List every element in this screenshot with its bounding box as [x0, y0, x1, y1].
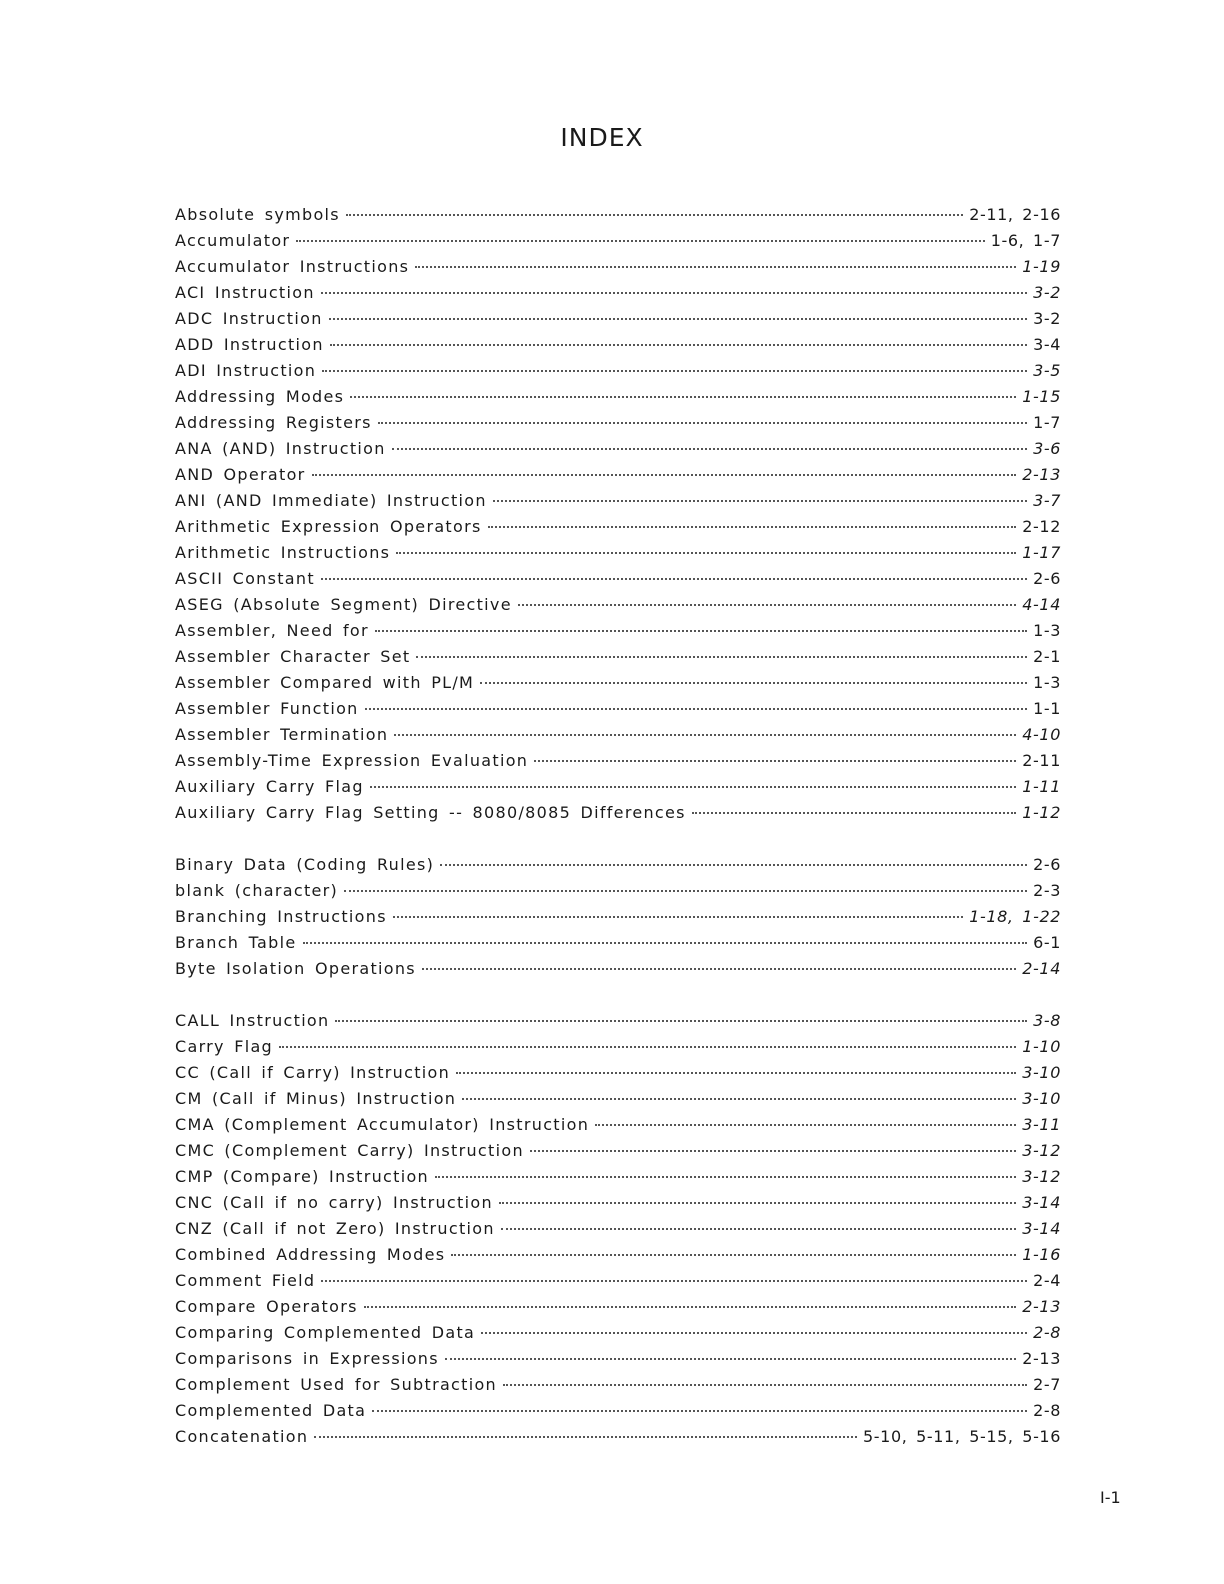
dot-leader	[534, 760, 1016, 762]
dot-leader	[480, 682, 1027, 684]
index-entry-label: Arithmetic Expression Operators	[175, 517, 482, 536]
index-entry	[175, 670, 1061, 696]
dot-leader	[445, 1358, 1016, 1360]
dot-leader	[370, 786, 1016, 788]
index-entry-label: Assembler Character Set	[175, 647, 411, 666]
index-entry-label: Absolute symbols	[175, 205, 340, 224]
index-entry-pages: 3-6	[1033, 439, 1061, 458]
index-entry-pages: 2-4	[1033, 1271, 1061, 1290]
index-entry-label: Branching Instructions	[175, 907, 387, 926]
index-entry-pages: 2-13	[1022, 1349, 1061, 1368]
index-entry	[175, 930, 1061, 956]
index-entry	[175, 1190, 1061, 1216]
page-number: I-1	[1100, 1488, 1121, 1507]
index-entry	[175, 1164, 1061, 1190]
dot-leader	[422, 968, 1016, 970]
index-entry	[175, 488, 1061, 514]
index-entry	[175, 1138, 1061, 1164]
dot-leader	[692, 812, 1016, 814]
dot-leader	[364, 1306, 1017, 1308]
index-entry-label: Byte Isolation Operations	[175, 959, 416, 978]
index-entry-label: ANI (AND Immediate) Instruction	[175, 491, 487, 510]
index-entry-pages: 4-14	[1022, 595, 1061, 614]
dot-leader	[435, 1176, 1016, 1178]
dot-leader	[329, 318, 1027, 320]
dot-leader	[350, 396, 1016, 398]
index-entry-label: Addressing Modes	[175, 387, 345, 406]
dot-leader	[499, 1202, 1016, 1204]
index-entry	[175, 878, 1061, 904]
dot-leader	[314, 1436, 857, 1438]
index-entry-label: CMC (Complement Carry) Instruction	[175, 1141, 524, 1160]
index-entry-label: ACI Instruction	[175, 283, 315, 302]
index-entry-pages: 3-4	[1033, 335, 1061, 354]
index-entry	[175, 618, 1061, 644]
index-entry-pages: 3-14	[1022, 1193, 1061, 1212]
dot-leader	[451, 1254, 1016, 1256]
index-entry-pages: 3-14	[1022, 1219, 1061, 1238]
index-entry-label: Assembly-Time Expression Evaluation	[175, 751, 529, 770]
index-entry	[175, 384, 1061, 410]
index-entry-label: CNC (Call if no carry) Instruction	[175, 1193, 493, 1212]
index-entry-pages: 2-11, 2-16	[969, 205, 1061, 224]
dot-leader	[296, 240, 984, 242]
dot-leader	[440, 864, 1027, 866]
dot-leader	[392, 448, 1027, 450]
index-entry	[175, 254, 1061, 280]
index-entry	[175, 462, 1061, 488]
index-entry-label: Branch Table	[175, 933, 297, 952]
index-entry-pages: 3-12	[1022, 1167, 1061, 1186]
index-entry-label: Accumulator Instructions	[175, 257, 410, 276]
index-entry-pages: 3-10	[1022, 1089, 1061, 1108]
index-entry-label: CMA (Complement Accumulator) Instruction	[175, 1115, 590, 1134]
index-entry	[175, 1346, 1061, 1372]
index-entry-pages: 5-10, 5-11, 5-15, 5-16	[863, 1427, 1061, 1446]
index-entry-label: Carry Flag	[175, 1037, 274, 1056]
dot-leader	[375, 630, 1027, 632]
index-entry-pages: 4-10	[1022, 725, 1061, 744]
index-entry-label: Auxiliary Carry Flag	[175, 777, 364, 796]
index-entry-label: ANA (AND) Instruction	[175, 439, 386, 458]
index-entry	[175, 1320, 1061, 1346]
index-entry-label: Combined Addressing Modes	[175, 1245, 446, 1264]
dot-leader	[416, 656, 1027, 658]
index-entry	[175, 280, 1061, 306]
index-entry	[175, 566, 1061, 592]
dot-leader	[322, 370, 1027, 372]
index-entry	[175, 306, 1061, 332]
dot-leader	[321, 292, 1027, 294]
index-entry	[175, 332, 1061, 358]
index-entry-label: Complement Used for Subtraction	[175, 1375, 497, 1394]
dot-leader	[462, 1098, 1016, 1100]
dot-leader	[396, 552, 1016, 554]
index-entry-label: Concatenation	[175, 1427, 309, 1446]
dot-leader	[394, 734, 1016, 736]
index-entry-pages: 2-3	[1033, 881, 1061, 900]
index-entry-label: CM (Call if Minus) Instruction	[175, 1089, 457, 1108]
index-entry-label: Comparisons in Expressions	[175, 1349, 439, 1368]
index-entry	[175, 1216, 1061, 1242]
index-entry	[175, 410, 1061, 436]
index-entry-pages: 2-11	[1022, 751, 1061, 770]
index-entry	[175, 1372, 1061, 1398]
index-entry	[175, 800, 1061, 826]
index-entry-pages: 1-6, 1-7	[990, 231, 1061, 250]
dot-leader	[393, 916, 963, 918]
index-entry-label: Assembler Termination	[175, 725, 389, 744]
index-entry-label: Assembler Function	[175, 699, 359, 718]
index-entry-pages: 2-8	[1033, 1401, 1061, 1420]
index-entry	[175, 514, 1061, 540]
index-entry-label: ADI Instruction	[175, 361, 317, 380]
index-entry-pages: 1-16	[1022, 1245, 1061, 1264]
index-entry-pages: 1-3	[1033, 621, 1061, 640]
index-entry-label: ASEG (Absolute Segment) Directive	[175, 595, 512, 614]
index-entry-pages: 3-10	[1022, 1063, 1061, 1082]
index-entry-pages: 1-18, 1-22	[969, 907, 1061, 926]
index-entry-pages: 2-6	[1033, 855, 1061, 874]
index-entry	[175, 228, 1061, 254]
dot-leader	[365, 708, 1027, 710]
index-entry-pages: 2-1	[1033, 647, 1061, 666]
dot-leader	[335, 1020, 1027, 1022]
index-entry	[175, 358, 1061, 384]
index-entry-pages: 2-14	[1022, 959, 1061, 978]
index-entry-label: Assembler Compared with PL/M	[175, 673, 475, 692]
index-entry	[175, 1086, 1061, 1112]
index-entry-label: CC (Call if Carry) Instruction	[175, 1063, 451, 1082]
index-entry-pages: 3-11	[1022, 1115, 1061, 1134]
index-entry	[175, 436, 1061, 462]
dot-leader	[415, 266, 1016, 268]
dot-leader	[321, 1280, 1027, 1282]
index-entry-pages: 3-7	[1033, 491, 1061, 510]
index-entry-label: blank (character)	[175, 881, 339, 900]
index-entry	[175, 904, 1061, 930]
index-entry-pages: 1-1	[1033, 699, 1061, 718]
dot-leader	[456, 1072, 1016, 1074]
index-entry-pages: 3-2	[1033, 283, 1061, 302]
index-entry-label: Arithmetic Instructions	[175, 543, 391, 562]
index-entry	[175, 202, 1061, 228]
page-title: INDEX	[560, 122, 644, 152]
index-entry-label: ADD Instruction	[175, 335, 324, 354]
dot-leader	[481, 1332, 1027, 1334]
index-entry	[175, 748, 1061, 774]
index-entry-label: Comment Field	[175, 1271, 316, 1290]
index-entry-pages: 1-19	[1022, 257, 1061, 276]
index-entry	[175, 1060, 1061, 1086]
index-entry-label: ASCII Constant	[175, 569, 315, 588]
index-entry	[175, 774, 1061, 800]
index-entry	[175, 696, 1061, 722]
index-entry-label: Addressing Registers	[175, 413, 372, 432]
index-entry-pages: 3-5	[1033, 361, 1061, 380]
index-entry-pages: 2-8	[1033, 1323, 1061, 1342]
dot-leader	[493, 500, 1027, 502]
index-entry	[175, 1242, 1061, 1268]
index-entry-label: Complemented Data	[175, 1401, 367, 1420]
index-entry	[175, 722, 1061, 748]
dot-leader	[344, 890, 1027, 892]
index-entry-label: CNZ (Call if not Zero) Instruction	[175, 1219, 495, 1238]
dot-leader	[501, 1228, 1016, 1230]
index-group	[175, 1008, 1061, 1450]
dot-leader	[346, 214, 963, 216]
index-entry-label: Binary Data (Coding Rules)	[175, 855, 435, 874]
index-entry	[175, 956, 1061, 982]
index-entry	[175, 1008, 1061, 1034]
index-entry-label: CMP (Compare) Instruction	[175, 1167, 429, 1186]
index-entry-pages: 2-6	[1033, 569, 1061, 588]
index-entry-pages: 1-12	[1022, 803, 1061, 822]
dot-leader	[378, 422, 1027, 424]
dot-leader	[330, 344, 1027, 346]
index-entry-label: AND Operator	[175, 465, 306, 484]
index-group	[175, 202, 1061, 826]
index-entry	[175, 1034, 1061, 1060]
dot-leader	[312, 474, 1017, 476]
index-entry	[175, 1424, 1061, 1450]
index-entry	[175, 1268, 1061, 1294]
dot-leader	[503, 1384, 1027, 1386]
index-entry	[175, 540, 1061, 566]
index-entry-label: Accumulator	[175, 231, 291, 250]
index-entry	[175, 644, 1061, 670]
index-entry-pages: 1-10	[1022, 1037, 1061, 1056]
index-entry-pages: 3-8	[1033, 1011, 1061, 1030]
index-entry-label: ADC Instruction	[175, 309, 323, 328]
index-entry	[175, 1112, 1061, 1138]
dot-leader	[488, 526, 1017, 528]
index-entry-label: Assembler, Need for	[175, 621, 369, 640]
dot-leader	[530, 1150, 1016, 1152]
index-group	[175, 852, 1061, 982]
dot-leader	[372, 1410, 1027, 1412]
index-entry	[175, 1398, 1061, 1424]
index-entry-pages: 1-11	[1022, 777, 1061, 796]
dot-leader	[595, 1124, 1016, 1126]
index-entry	[175, 852, 1061, 878]
index-entry-pages: 1-3	[1033, 673, 1061, 692]
index-entry-label: Compare Operators	[175, 1297, 358, 1316]
index-entry-pages: 2-13	[1022, 465, 1061, 484]
index-entry-pages: 3-12	[1022, 1141, 1061, 1160]
index-list	[175, 202, 1061, 1476]
index-entry-pages: 2-7	[1033, 1375, 1061, 1394]
index-entry-pages: 2-12	[1022, 517, 1061, 536]
dot-leader	[279, 1046, 1016, 1048]
dot-leader	[518, 604, 1016, 606]
index-entry-pages: 3-2	[1033, 309, 1061, 328]
dot-leader	[303, 942, 1028, 944]
index-entry-pages: 1-15	[1022, 387, 1061, 406]
index-entry-pages: 6-1	[1033, 933, 1061, 952]
index-entry-label: Auxiliary Carry Flag Setting -- 8080/8085 Differences	[175, 803, 686, 822]
index-entry-pages: 1-17	[1022, 543, 1061, 562]
index-entry	[175, 592, 1061, 618]
index-entry-label: Comparing Complemented Data	[175, 1323, 476, 1342]
index-entry-pages: 1-7	[1033, 413, 1061, 432]
dot-leader	[321, 578, 1027, 580]
index-entry	[175, 1294, 1061, 1320]
index-entry-label: CALL Instruction	[175, 1011, 330, 1030]
index-entry-pages: 2-13	[1022, 1297, 1061, 1316]
